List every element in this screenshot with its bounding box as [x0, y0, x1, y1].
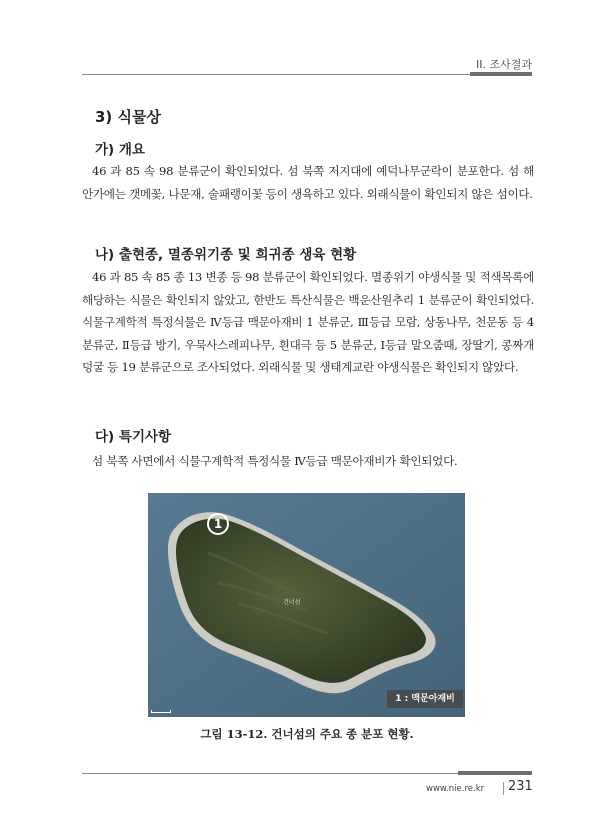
map-legend: 1 : 맥문아재비	[387, 690, 463, 708]
header-rule	[82, 74, 532, 75]
scale-bar	[151, 710, 171, 713]
header-accent-bar	[470, 72, 532, 76]
page-number: 231	[508, 779, 533, 794]
island-map-graphic	[148, 493, 465, 717]
footer-accent-bar	[458, 771, 532, 775]
subsection-title-overview: 가) 개요	[95, 142, 145, 158]
figure-caption: 그림 13-12. 건너섬의 주요 종 분포 현황.	[200, 727, 414, 741]
paragraph-notes: 섬 북쪽 사면에서 식물구계학적 특정식물 Ⅳ등급 맥문아재비가 확인되었다.	[92, 454, 458, 468]
distribution-marker: 1	[207, 513, 229, 535]
paragraph-species-status: 46 과 85 속 85 종 13 변종 등 98 분류군이 확인되었다. 멸종위기 야생식물 및 적색목록에 해당하는 식물은 확인되지 않았고, 한반도 특산식물은 백운산원추리 1 분류군이 확인되었다. 식물구계학적 특정식물은 Ⅳ등급 맥문아재비 1 분류군, Ⅲ등급 모람, 상동나무, 천문동 등 4 분류군, Ⅱ등급 방기, 우묵사스레피나무, 흰대극 등 5 분류군, Ⅰ등급 말오줌때, 장딸기, 콩짜개덩굴 등 19 분류군으로 조사되었다. 외래식물 및 생태계교란 야생식물은 확인되지 않았다.	[82, 270, 534, 374]
section-title: 3) 식물상	[95, 108, 161, 126]
footer-separator	[503, 782, 504, 795]
aerial-photo-island	[148, 493, 465, 717]
island-name-label: 건너섬	[283, 599, 301, 606]
subsection-title-notes: 다) 특기사항	[95, 429, 172, 445]
subsection-title-species-status: 나) 출현종, 멸종위기종 및 희귀종 생육 현황	[95, 247, 357, 263]
paragraph-overview: 46 과 85 속 98 분류군이 확인되었다. 섬 북쪽 저지대에 예덕나무군락이 분포한다. 섬 해안가에는 갯메꽃, 나문재, 술패랭이꽃 등이 생육하고 있다. 외래식물이 확인되지 않은 섬이다.	[82, 164, 534, 201]
footer-url: www.nie.re.kr	[426, 784, 485, 794]
running-header: II. 조사결과	[476, 58, 532, 71]
